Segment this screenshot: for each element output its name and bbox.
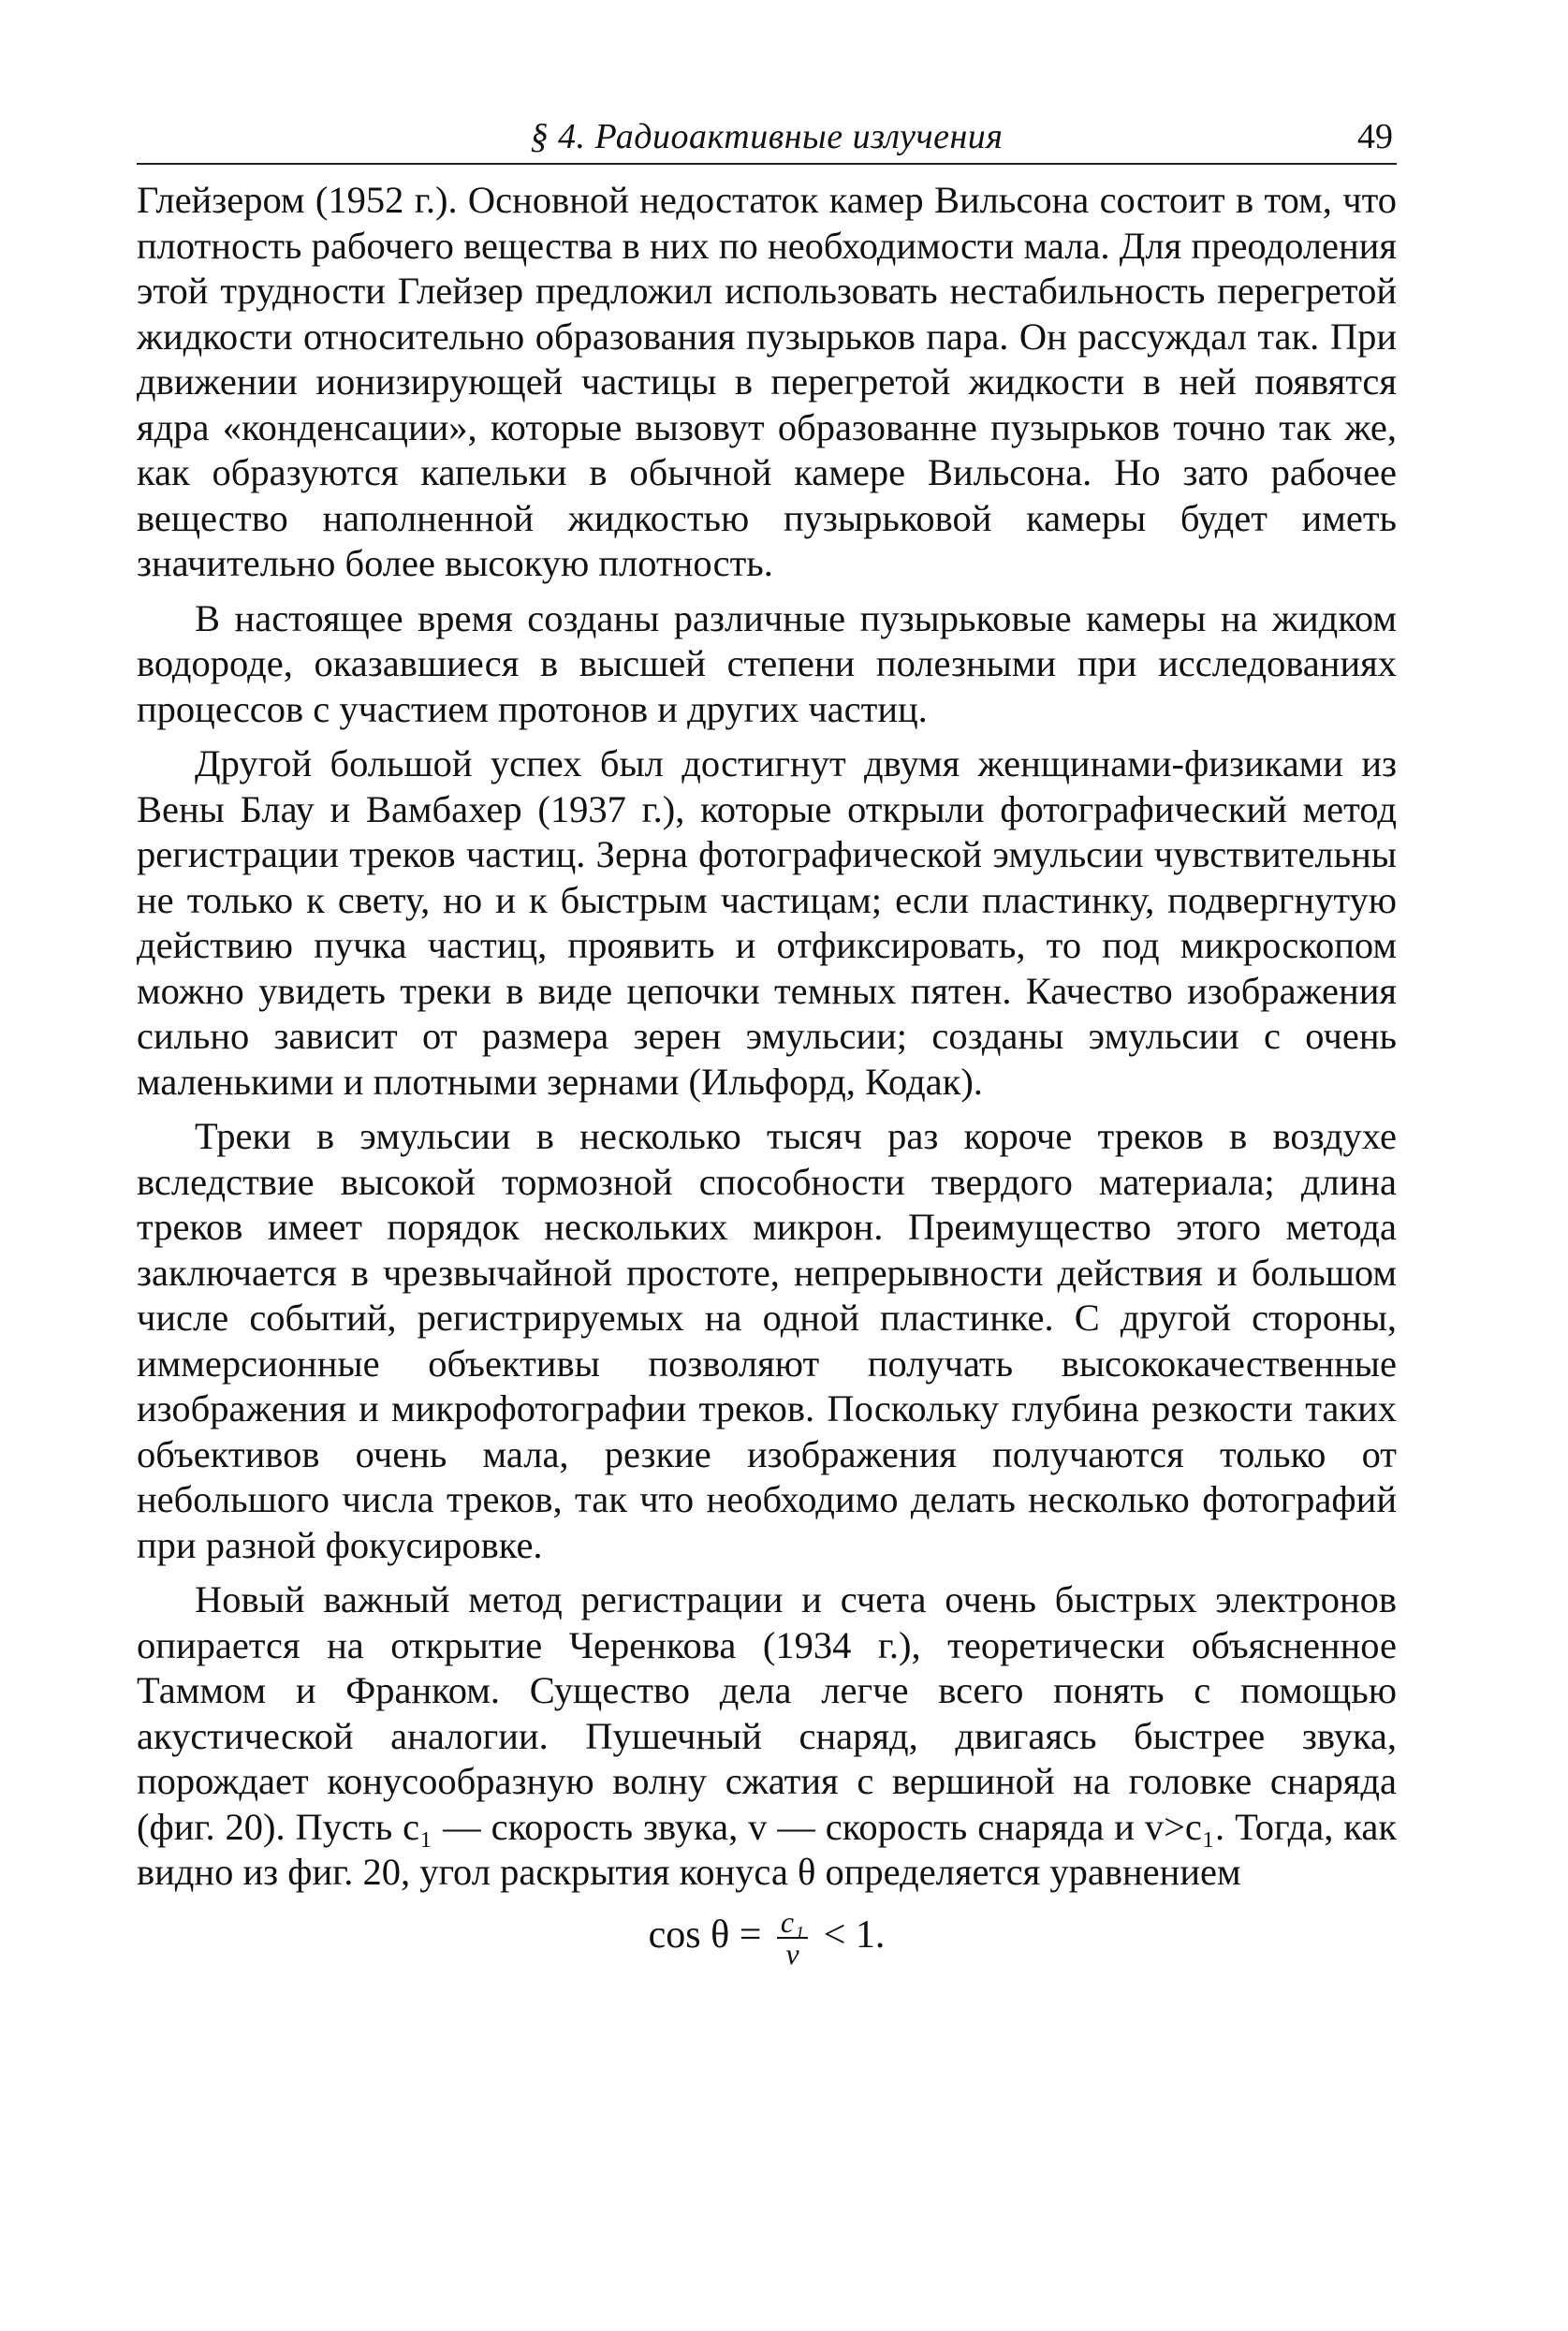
page-number: 49 <box>1357 117 1393 156</box>
paragraph-5: Новый важный метод регистрации и счета очень быстрых электронов опирается на открытие Черенкова (1934 г.), теоретически объясненное Таммом и Франком. Существо дела легче всего понять с помощью акустической аналогии. Пушечный снаряд, двигаясь быстрее звука, порождает конусообразную волну сжатия с вершиной на головке снаряда (фиг. 20). Пусть c₁ — скорость звука, v — скорость снаряда и v>c₁. Тогда, как видно из фиг. 20, угол раскрытия конуса θ определяется уравнением <box>137 1578 1397 1893</box>
formula-numerator: c₁ <box>777 1907 808 1939</box>
body-text <box>137 178 1397 1896</box>
formula-lhs: cos θ = <box>648 1913 762 1957</box>
cosine-formula <box>137 1904 1397 1971</box>
paragraph-4: Треки в эмульсии в несколько тысяч раз короче треков в воздухе вследствие высокой тормозной способности твердого материала; длина треков имеет порядок нескольких микрон. Преимущество этого метода заключается в чрезвычайной простоте, непрерывности действия и большом числе событий, регистрируемых на одной пластинке. С другой стороны, иммерсионные объективы позволяют получать высококачественные изображения и микрофотографии треков. Поскольку глубина резкости таких объективов очень мала, резкие изображения получаются только от небольшого числа треков, так что необходимо делать несколько фотографий при разной фокусировке. <box>137 1115 1397 1566</box>
document-page <box>137 110 1397 1969</box>
running-header <box>137 110 1397 165</box>
section-title: § 4. Радиоактивные излучения <box>530 117 1004 156</box>
formula-rhs: < 1. <box>823 1913 886 1957</box>
formula-denominator: v <box>785 1936 799 1971</box>
paragraph-1: Глейзером (1952 г.). Основной недостаток камер Вильсона состоит в том, что плотность рабочего вещества в них по необходимости мала. Для преодоления этой трудности Глейзер предложил использовать нестабильность перегретой жидкости относительно образования пузырьков пара. Он рассуждал так. При движении ионизирующей частицы в перегретой жидкости в ней появятся ядра «конденсации», которые вызовут образованне пузырьков точно так же, как образуются капельки в обычной камере Вильсона. Но зато рабочее вещество наполненной жидкостью пузырьковой камеры будет иметь значительно более высокую плотность. <box>137 179 1397 584</box>
paragraph-2: В настоящее время созданы различные пузырьковые камеры на жидком водороде, оказавшиеся в высшей степени полезными при исследованиях процессов с участием протонов и других частиц. <box>137 596 1397 730</box>
paragraph-3: Другой большой успех был достигнут двумя женщинами-физиками из Вены Блау и Вамбахер (1937 г.), которые открыли фотографический метод регистрации треков частиц. Зерна фотографической эмульсии чувствительны не только к свету, но и к быстрым частицам; если пластинку, подвергнутую действию пучка частиц, проявить и отфиксировать, то под микроскопом можно увидеть треки в виде цепочки темных пятен. Качество изображения сильно зависит от размера зерен эмульсии; созданы эмульсии с очень маленькими и плотными зернами (Ильфорд, Кодак). <box>137 742 1397 1103</box>
formula-fraction <box>777 1904 808 1971</box>
